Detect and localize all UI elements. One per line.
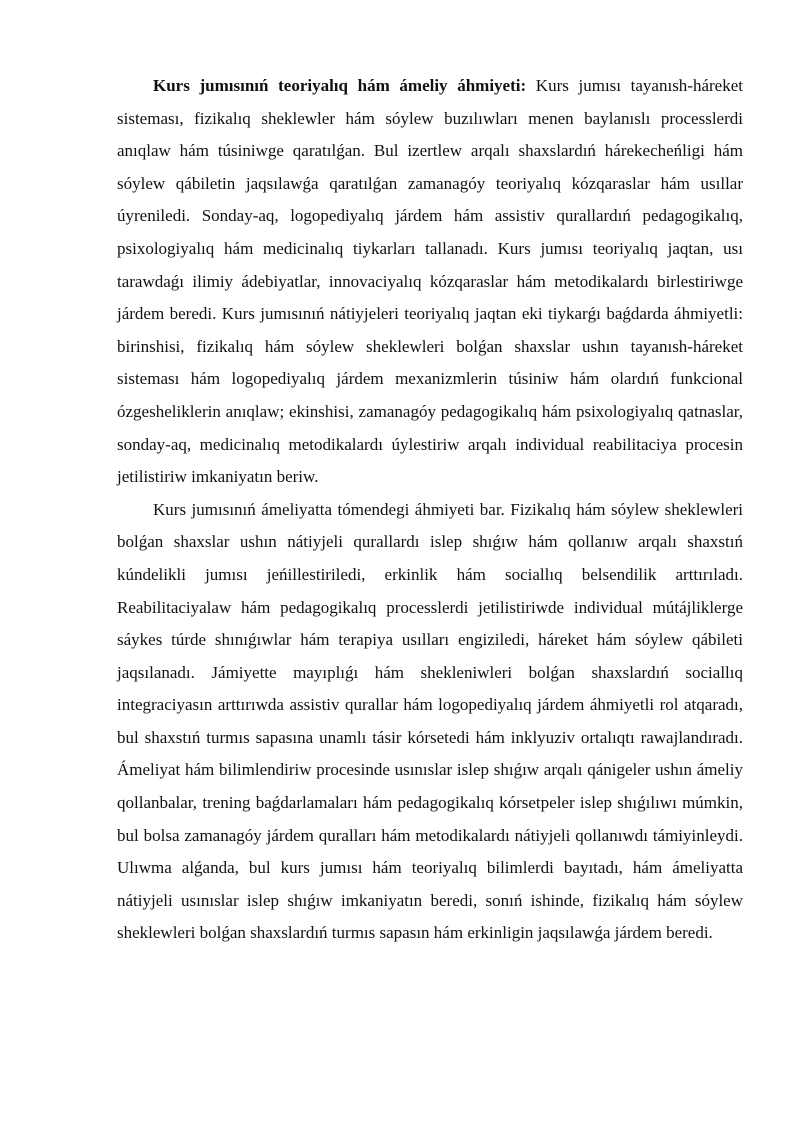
paragraph-theoretical-significance — [117, 70, 743, 494]
document-page — [117, 70, 743, 950]
paragraph-2-body: Kurs jumısınıń ámeliyatta tómendegi áhmiyeti bar. Fizikalıq hám sóylew sheklewleri bolǵan shaxslar ushın nátiyjeli qurallardı islep shıǵıw hám qollanıw arqalı shaxstıń kúndelikli jumısı jeńillestiriledi, erkinlik hám sociallıq belsendilik arttırıladı. Reabilitaciyalaw hám pedagogikalıq processlerdi jetilistiriwde individual mútájliklerge sáykes túrde shınıǵıwlar hám terapiya usılları engiziledi, háreket hám sóylew qábileti jaqsılanadı. Jámiyette mayıplıǵı hám shekleniwleri bolǵan shaxslardıń sociallıq integraciyasın arttırıwda assistiv qurallar hám logopediyalıq járdem áhmiyetli rol atqaradı, bul shaxstıń turmıs sapasına unamlı tásir kórsetedi hám inklyuziv ortalıqtı rawajlandıradı. Ámeliyat hám bilimlendiriw procesinde usınıslar islep shıǵıw arqalı qánigeler ushın ámeliy qollanbalar, trening baǵdarlamaları hám pedagogikalıq kórsetpeler islep shıǵılıwı múmkin, bul bolsa zamanagóy járdem quralları hám metodikalardı nátiyjeli qollanıwdı támiyinleydi. Ulıwma alǵanda, bul kurs jumısı hám teoriyalıq bilimlerdi bayıtadı, hám ámeliyatta nátiyjeli usınıslar islep shıǵıw imkaniyatın beredi, sonıń ishinde, fizikalıq hám sóylew sheklewleri bolǵan shaxslardıń turmıs sapasın hám erkinligin jaqsılawǵa járdem beredi. — [117, 499, 743, 943]
section-lead-heading: Kurs jumısınıń teoriyalıq hám ámeliy áhmiyeti: — [153, 76, 527, 95]
paragraph-1-body: Kurs jumısı tayanısh-háreket sisteması, fizikalıq sheklewler hám sóylew buzılıwları menen baylanıslı processlerdi anıqlaw hám túsiniwge qaratılǵan. Bul izertlew arqalı shaxslardıń hárekecheńligi hám sóylew qábiletin jaqsılawǵa qaratılǵan zamanagóy teoriyalıq kózqaraslar hám usıllar úyreniledi. Sonday-aq, logopediyalıq járdem hám assistiv qurallardıń pedagogikalıq, psixologiyalıq hám medicinalıq tiykarları tallanadı. Kurs jumısı teoriyalıq jaqtan, usı tarawdaǵı ilimiy ádebiyatlar, innovaciyalıq kózqaraslar hám metodikalardı birlestiriwge járdem beredi. Kurs jumısınıń nátiyjeleri teoriyalıq jaqtan eki tiykarǵı baǵdarda áhmiyetli: birinshisi, fizikalıq hám sóylew sheklewleri bolǵan shaxslar ushın tayanısh-háreket sisteması hám logopediyalıq járdem mexanizmlerin túsiniw hám olardıń funkcional ózgesheliklerin anıqlaw; ekinshisi, zamanagóy pedagogikalıq hám psixologiyalıq qatnaslar, sonday-aq, medicinalıq metodikalardı úylestiriw arqalı individual reabilitaciya procesin jetilistiriw imkaniyatın beriw. — [117, 76, 743, 487]
paragraph-practical-significance — [117, 494, 743, 950]
